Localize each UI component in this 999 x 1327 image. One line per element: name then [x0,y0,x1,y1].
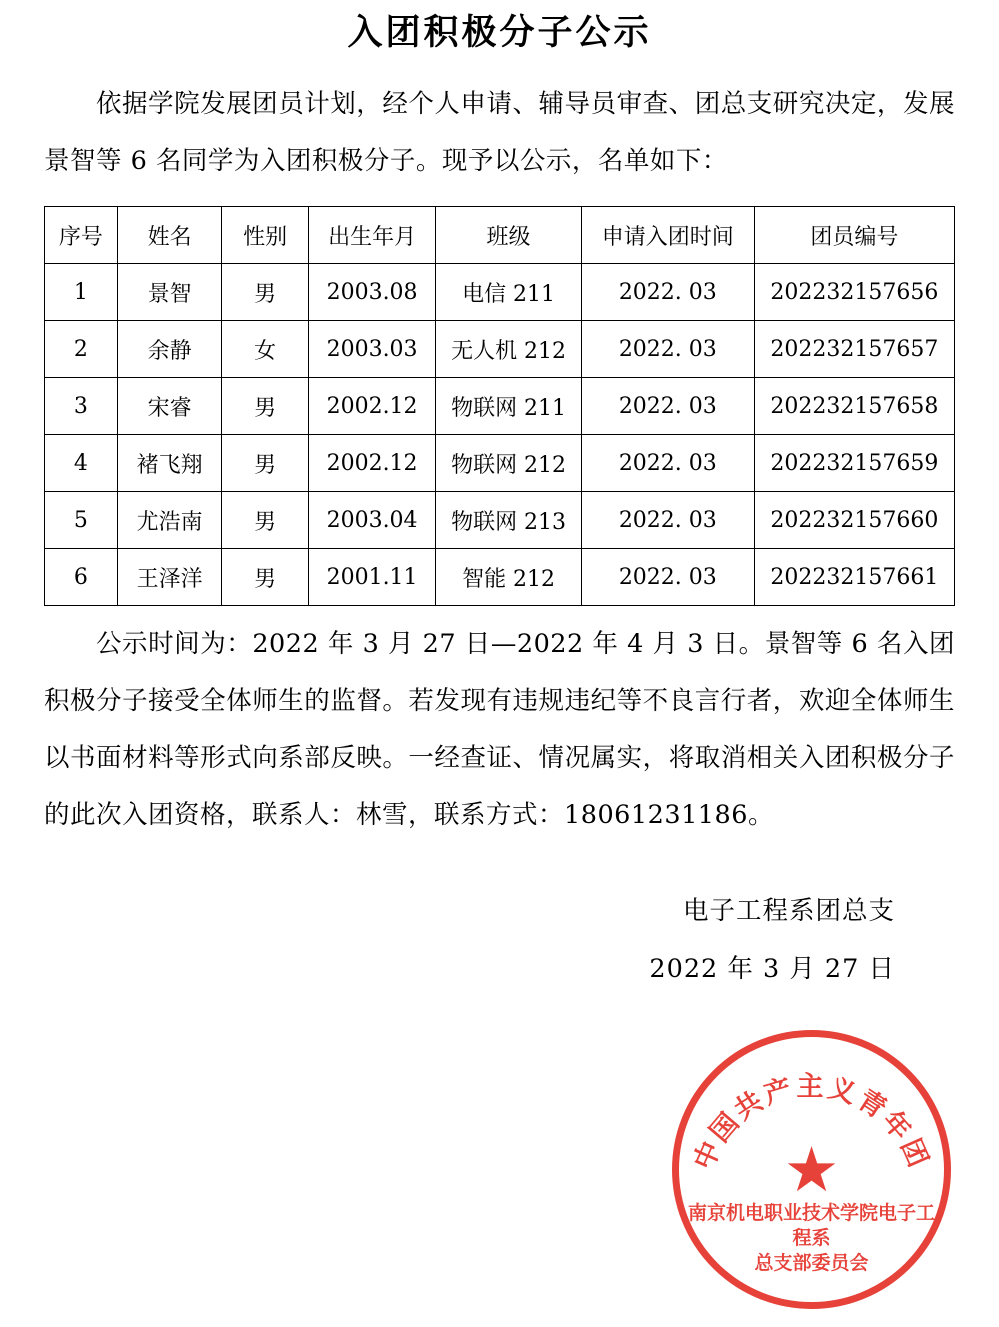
table-cell: 1 [45,264,118,321]
table-header-cell: 团员编号 [754,207,954,264]
table-cell: 2022. 03 [581,435,754,492]
table-cell: 2022. 03 [581,549,754,606]
table-cell: 2022. 03 [581,492,754,549]
table-cell: 电信 211 [436,264,582,321]
intro-paragraph: 依据学院发展团员计划，经个人申请、辅导员审查、团总支研究决定，发展景智等 6 名同学为入团积极分子。现予以公示，名单如下： [44,89,955,176]
table-cell: 2022. 03 [581,264,754,321]
roster-table [44,206,955,606]
table-row [45,378,955,435]
table-cell: 202232157661 [754,549,954,606]
table-cell: 2001.11 [308,549,435,606]
table-cell: 2003.03 [308,321,435,378]
table-cell: 物联网 213 [436,492,582,549]
seal-bottom-text [679,1201,944,1276]
table-cell: 2003.04 [308,492,435,549]
table-cell: 无人机 212 [436,321,582,378]
table-cell: 褚飞翔 [117,435,222,492]
table-header-cell: 班级 [436,207,582,264]
table-cell: 2002.12 [308,378,435,435]
table-cell: 男 [222,378,308,435]
star-icon: ★ [783,1132,840,1206]
signature-department: 电子工程系团总支 [682,896,895,926]
table-cell: 男 [222,549,308,606]
table-cell: 智能 212 [436,549,582,606]
seal-arc-label: 中国共产主义青年团 [688,1071,935,1175]
official-seal-stamp [672,1030,951,1309]
table-cell: 202232157659 [754,435,954,492]
table-cell: 202232157660 [754,492,954,549]
table-row [45,321,955,378]
signature-date: 2022 年 3 月 27 日 [649,954,895,984]
table-header-row [45,207,955,264]
table-cell: 男 [222,435,308,492]
table-cell: 3 [45,378,118,435]
table-header-cell: 性别 [222,207,308,264]
table-cell: 2 [45,321,118,378]
table-cell: 宋睿 [117,378,222,435]
table-cell: 5 [45,492,118,549]
table-cell: 景智 [117,264,222,321]
table-header-cell: 出生年月 [308,207,435,264]
table-cell: 余静 [117,321,222,378]
closing-paragraph: 公示时间为：2022 年 3 月 27 日—2022 年 4 月 3 日。景智等 6 名入团积极分子接受全体师生的监督。若发现有违规违纪等不良言行者，欢迎全体师生以书面材料等形式向系部反映。一经查证、情况属实，将取消相关入团积极分子的此次入团资格，联系人：林雪，联系方式：18061231186。 [44,629,955,830]
table-cell: 202232157658 [754,378,954,435]
table-cell: 2022. 03 [581,378,754,435]
table-header-cell: 姓名 [117,207,222,264]
table-header-cell: 申请入团时间 [581,207,754,264]
table-cell: 6 [45,549,118,606]
table-row [45,435,955,492]
table-cell: 2022. 03 [581,321,754,378]
table-row [45,492,955,549]
seal-bottom-line-2: 总支部委员会 [754,1252,869,1274]
table-cell: 女 [222,321,308,378]
svg-text:中国共产主义青年团 [688,1072,934,1175]
table-cell: 2002.12 [308,435,435,492]
table-cell: 男 [222,492,308,549]
table-cell: 4 [45,435,118,492]
signature-block [44,882,955,998]
table-cell: 男 [222,264,308,321]
table-cell: 物联网 212 [436,435,582,492]
table-cell: 2003.08 [308,264,435,321]
seal-bottom-line-1: 南京机电职业技术学院电子工程系 [687,1202,935,1249]
table-row [45,549,955,606]
seal-arc-text [679,1037,944,1302]
page-title: 入团积极分子公示 [347,12,652,53]
document-page [0,12,999,1327]
table-row [45,264,955,321]
table-cell: 尤浩南 [117,492,222,549]
table-cell: 物联网 211 [436,378,582,435]
table-cell: 王泽洋 [117,549,222,606]
table-cell: 202232157656 [754,264,954,321]
table-cell: 202232157657 [754,321,954,378]
table-header-cell: 序号 [45,207,118,264]
